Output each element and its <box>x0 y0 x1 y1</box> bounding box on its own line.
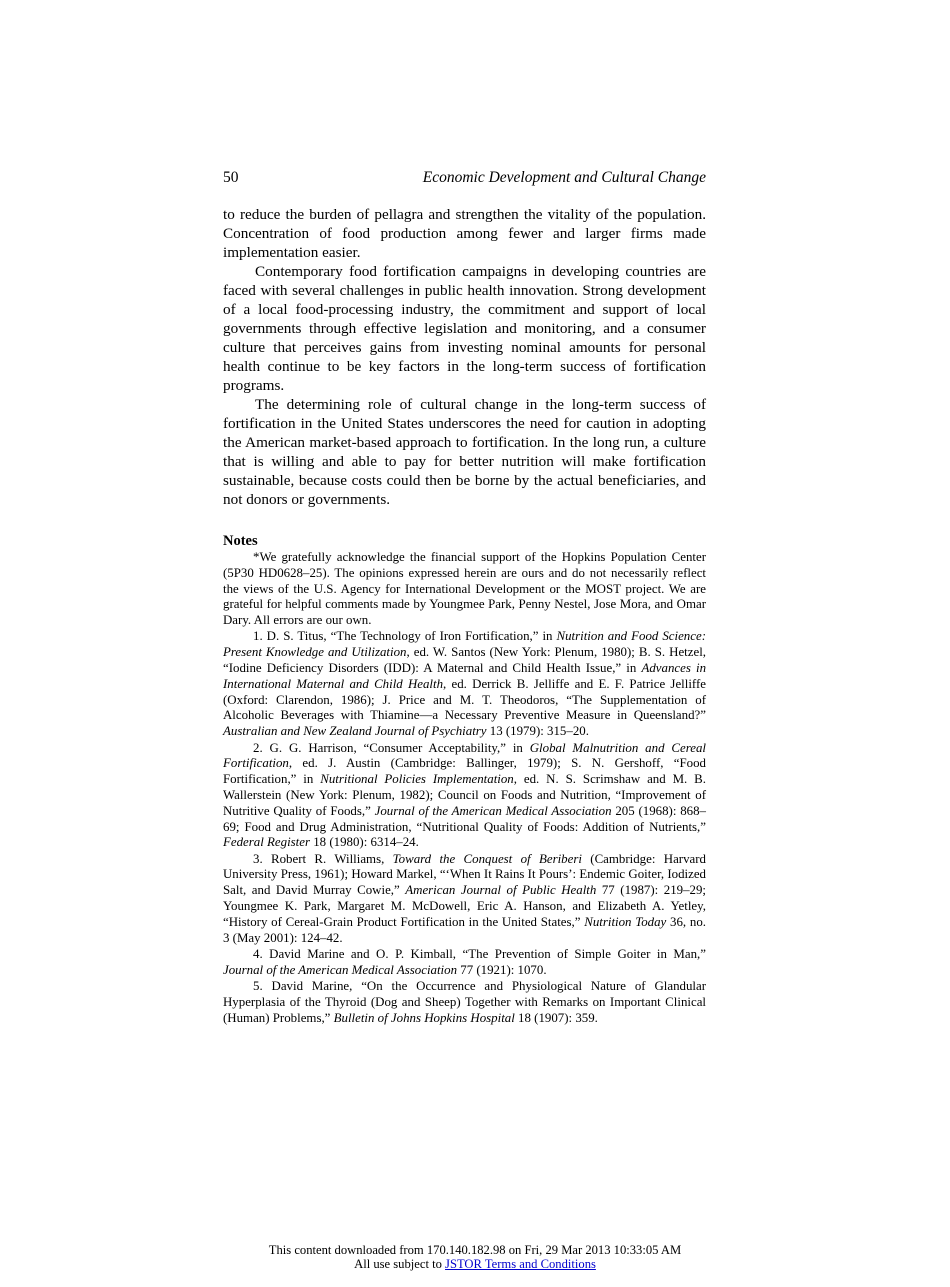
note-4: 4. David Marine and O. P. Kimball, “The Prevention of Simple Goiter in Man,” Journal of the American Medical Association 77 (1921): 1070. <box>223 946 706 977</box>
note-5: 5. David Marine, “On the Occurrence and Physiological Nature of Glandular Hyperplasia of the Thyroid (Dog and Sheep) Together with Remarks on Important Clinical (Human) Problems,” Bulletin of Johns Hopkins Hospital 18 (1907): 359. <box>223 979 706 1025</box>
page-number: 50 <box>223 169 239 186</box>
note-3: 3. Robert R. Williams, Toward the Conquest of Beriberi (Cambridge: Harvard University Press, 1961); Howard Markel, “‘When It Rains It Pours’: Endemic Goiter, Iodized Salt, and David Murray Cowie,” American Journal of Public Health 77 (1987): 219–29; Youngmee K. Park, Margaret M. McDowell, Eric A. Hanson, and Elizabeth A. Yetley, “History of Cereal-Grain Product Fortification in the United States,” Nutrition Today 36, no. 3 (May 2001): 124–42. <box>223 851 707 945</box>
terms-line: All use subject to JSTOR Terms and Conditions <box>354 1257 596 1271</box>
body-paragraph: Contemporary food fortification campaigns in developing countries are faced with several challenges in public health innovation. Strong development of a local food-processing industry, the commitment and support of local governments through effective legislation and monitoring, and a consumer culture that perceives gains from investing nominal amounts for personal health continue to be key factors in the long-term success of fortification programs. <box>223 263 706 394</box>
article-page <box>223 168 706 1026</box>
journal-title: Economic Development and Cultural Change <box>422 169 706 186</box>
body-paragraph: to reduce the burden of pellagra and strengthen the vitality of the population. Concentration of food production among fewer and larger firms made implementation easier. <box>223 206 706 261</box>
body-paragraph: The determining role of cultural change in the long-term success of fortification in the United States underscores the need for caution in adopting the American market-based approach to fortification. In the long run, a culture that is willing and able to pay for better nutrition will make fortification sustainable, because costs could then be borne by the actual beneficiaries, and not donors or governments. <box>223 396 706 508</box>
note-2: 2. G. G. Harrison, “Consumer Acceptability,” in Global Malnutrition and Cereal Fortification, ed. J. Austin (Cambridge: Ballinger, 1979); S. N. Gershoff, “Food Fortification,” in Nutritional Policies Implementation, ed. N. S. Scrimshaw and M. B. Wallerstein (New York: Plenum, 1982); Council on Foods and Nutrition, “Improvement of Nutritive Quality of Foods,” Journal of the American Medical Association 205 (1968): 868–69; Food and Drug Administration, “Nutritional Quality of Foods: Addition of Nutrients,” Federal Register 18 (1980): 6314–24. <box>223 740 707 850</box>
download-info: This content downloaded from 170.140.182.98 on Fri, 29 Mar 2013 10:33:05 AM <box>268 1243 682 1257</box>
download-footer <box>0 1243 950 1271</box>
notes-heading: Notes <box>223 533 258 549</box>
running-header <box>223 168 706 188</box>
body-text <box>223 205 706 509</box>
jstor-terms-link[interactable]: JSTOR Terms and Conditions <box>445 1257 596 1271</box>
notes-list <box>223 550 706 1026</box>
note-1: 1. D. S. Titus, “The Technology of Iron Fortification,” in Nutrition and Food Science: Present Knowledge and Utilization, ed. W. Santos (New York: Plenum, 1980); B. S. Hetzel, “Iodine Deficiency Disorders (IDD): A Maternal and Child Health Issue,” in Advances in International Maternal and Child Health, ed. Derrick B. Jelliffe and E. F. Patrice Jelliffe (Oxford: Clarendon, 1986); J. Price and M. T. Theodoros, “The Supplementation of Alcoholic Beverages with Thiamine—a Necessary Preventive Measure in Queensland?” Australian and New Zealand Journal of Psychiatry 13 (1979): 315–20. <box>223 629 707 739</box>
note-acknowledgement: *We gratefully acknowledge the financial support of the Hopkins Population Center (5P30 HD0628–25). The opinions expressed herein are ours and do not necessarily reflect the views of the U.S. Agency for International Development or the MOST project. We are grateful for helpful comments made by Youngmee Park, Penny Nestel, Jose Mora, and Omar Dary. All errors are our own. <box>223 550 706 628</box>
